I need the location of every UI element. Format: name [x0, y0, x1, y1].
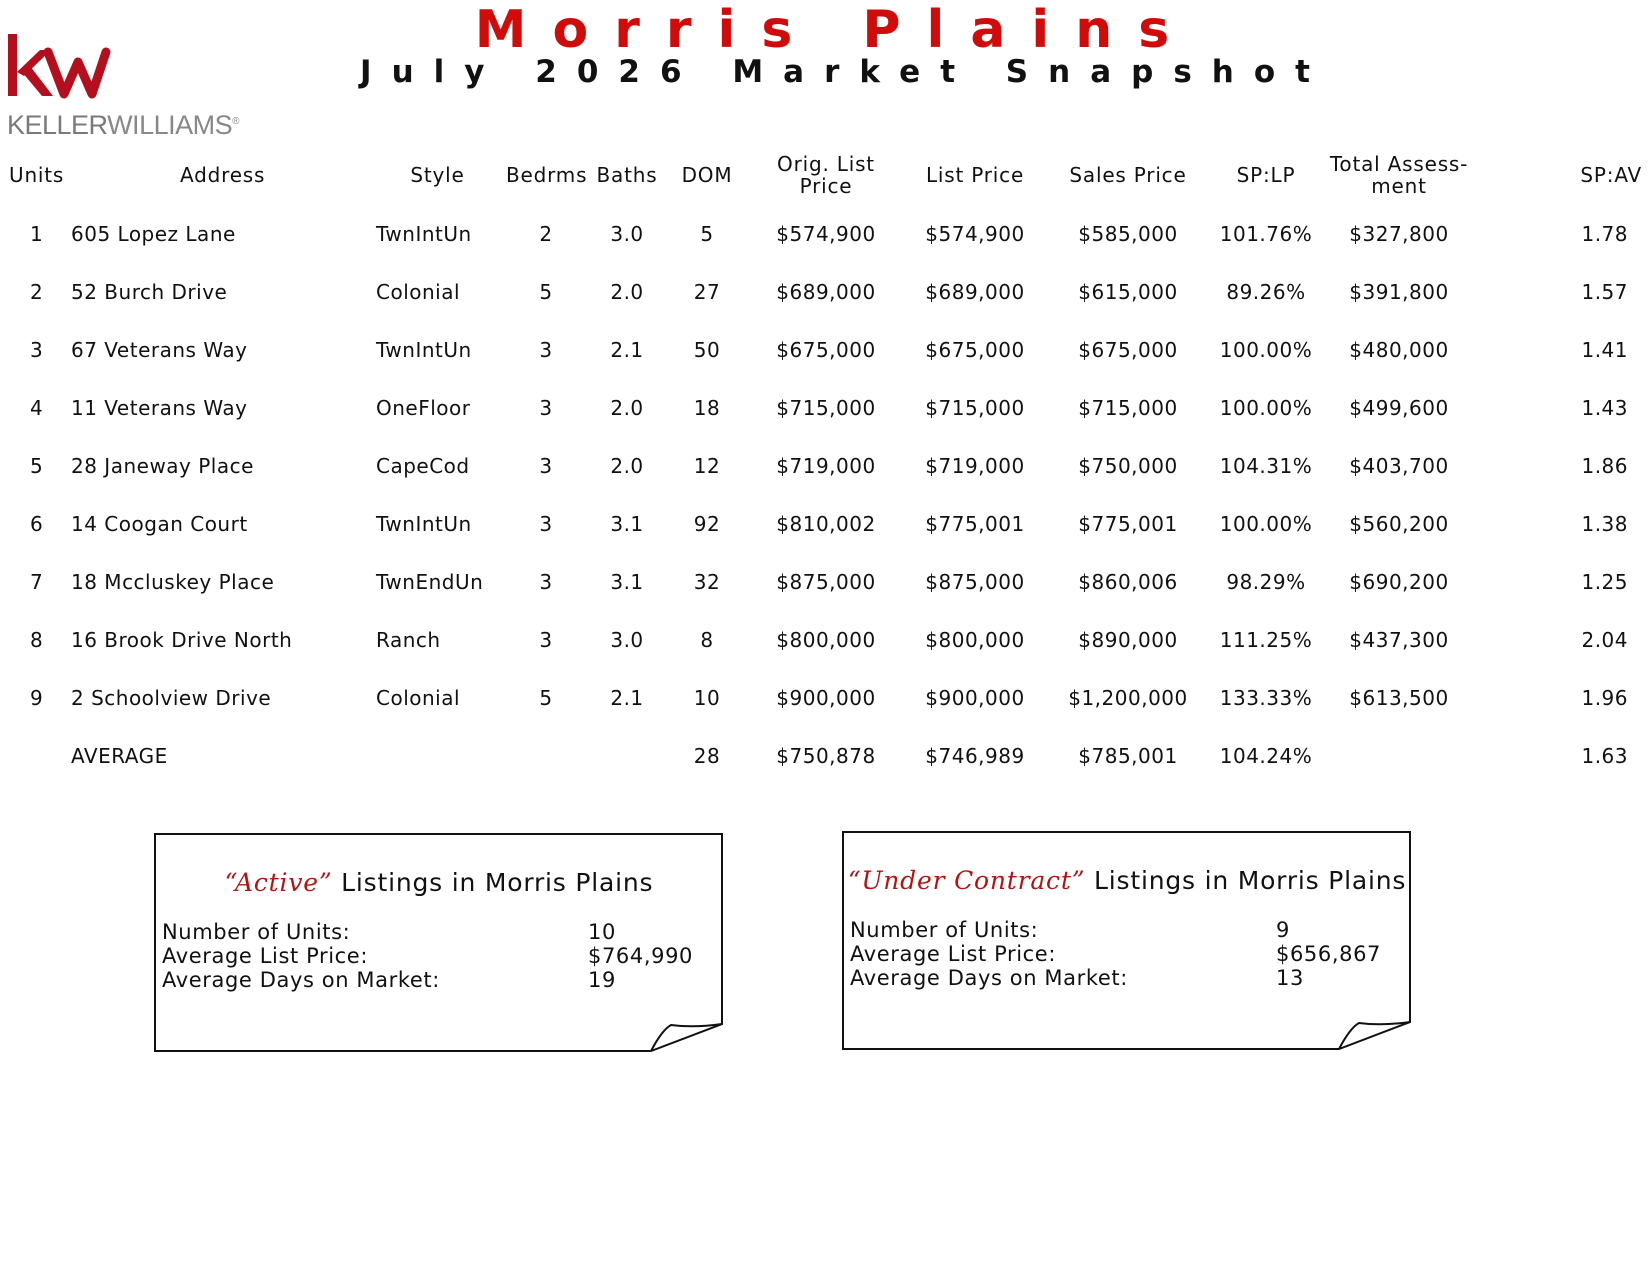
table-row — [8, 553, 1642, 611]
bedrooms-cell: 5 — [539, 280, 553, 304]
stat-label: Number of Units: — [850, 918, 1039, 942]
sales-price-cell: $715,000 — [1078, 396, 1178, 420]
style-cell: TwnEndUn — [376, 570, 484, 594]
sales-price-cell: $890,000 — [1078, 628, 1178, 652]
list-price-cell: $715,000 — [925, 396, 1025, 420]
col-header-orig-list-price — [747, 145, 905, 205]
stat-row — [850, 918, 1390, 942]
dom-cell: 18 — [693, 396, 721, 420]
table-header-row — [8, 145, 1642, 205]
stat-value: 10 — [588, 920, 616, 944]
baths-cell: 2.1 — [610, 338, 644, 362]
sp-lp-cell: 100.00% — [1219, 396, 1313, 420]
sold-listings-table — [8, 145, 1642, 785]
table-row — [8, 495, 1642, 553]
unit-number-cell: 6 — [30, 512, 44, 536]
average-bedrooms-cell — [505, 727, 587, 785]
under-contract-listings-card — [842, 830, 1412, 1052]
total-assessment-cell: $403,700 — [1349, 454, 1449, 478]
stat-row — [850, 942, 1390, 966]
dom-cell: 50 — [693, 338, 721, 362]
unit-number-cell: 2 — [30, 280, 44, 304]
address-cell: 18 Mccluskey Place — [71, 570, 275, 594]
address-cell: 67 Veterans Way — [71, 338, 248, 362]
sp-av-cell: 1.25 — [1581, 570, 1628, 594]
stat-value: 19 — [588, 968, 616, 992]
stat-value: 13 — [1276, 966, 1304, 990]
stat-label: Average List Price: — [162, 944, 368, 968]
contract-title-text: Listings in Morris Plains — [1085, 866, 1407, 895]
contract-card-stats — [850, 918, 1390, 990]
stat-value: $764,990 — [588, 944, 694, 968]
orig-list-price-cell: $689,000 — [776, 280, 876, 304]
stat-label: Average Days on Market: — [162, 968, 440, 992]
sales-price-cell: $585,000 — [1078, 222, 1178, 246]
orig-list-price-cell: $875,000 — [776, 570, 876, 594]
col-header-dom: DOM — [681, 163, 733, 187]
total-assessment-cell: $480,000 — [1349, 338, 1449, 362]
list-price-cell: $900,000 — [925, 686, 1025, 710]
sales-price-cell: $1,200,000 — [1068, 686, 1188, 710]
sp-av-cell: 1.38 — [1581, 512, 1628, 536]
col-header-total-assessment — [1321, 145, 1477, 205]
orig-list-price-cell: $800,000 — [776, 628, 876, 652]
sales-price-cell: $860,006 — [1078, 570, 1178, 594]
active-title-text: Listings in Morris Plains — [332, 868, 654, 897]
sp-lp-cell: 133.33% — [1219, 686, 1313, 710]
sp-av-cell: 2.04 — [1581, 628, 1628, 652]
total-assessment-cell: $560,200 — [1349, 512, 1449, 536]
active-listings-card — [154, 832, 724, 1054]
average-baths-cell — [587, 727, 667, 785]
active-card-stats — [162, 920, 702, 992]
unit-number-cell: 8 — [30, 628, 44, 652]
stat-row — [162, 920, 702, 944]
address-cell: 11 Veterans Way — [71, 396, 248, 420]
stat-value: $656,867 — [1276, 942, 1382, 966]
contract-highlight: “Under Contract” — [847, 866, 1086, 895]
assessment-line-2: ment — [1371, 174, 1427, 198]
bedrooms-cell: 2 — [539, 222, 553, 246]
dom-cell: 27 — [693, 280, 721, 304]
stat-row — [162, 968, 702, 992]
stat-label: Average List Price: — [850, 942, 1056, 966]
assessment-line-1: Total Assess- — [1329, 152, 1469, 176]
orig-list-price-cell: $719,000 — [776, 454, 876, 478]
dom-cell: 92 — [693, 512, 721, 536]
table-row — [8, 437, 1642, 495]
orig-list-price-cell: $715,000 — [776, 396, 876, 420]
stat-row — [162, 944, 702, 968]
bedrooms-cell: 3 — [539, 338, 553, 362]
sales-price-cell: $775,001 — [1078, 512, 1178, 536]
orig-list-line-1: Orig. List — [777, 152, 875, 176]
dom-cell: 5 — [700, 222, 714, 246]
average-units-cell — [8, 727, 70, 785]
baths-cell: 3.0 — [610, 628, 644, 652]
average-sp-lp: 104.24% — [1219, 744, 1313, 768]
address-cell: 2 Schoolview Drive — [71, 686, 272, 710]
orig-list-price-cell: $574,900 — [776, 222, 876, 246]
total-assessment-cell: $391,800 — [1349, 280, 1449, 304]
orig-list-price-cell: $675,000 — [776, 338, 876, 362]
style-cell: OneFloor — [376, 396, 471, 420]
table-row — [8, 379, 1642, 437]
style-cell: CapeCod — [376, 454, 470, 478]
col-header-sales-price: Sales Price — [1069, 163, 1187, 187]
sp-lp-cell: 101.76% — [1219, 222, 1313, 246]
style-cell: Colonial — [376, 686, 461, 710]
unit-number-cell: 4 — [30, 396, 44, 420]
sp-av-cell: 1.78 — [1581, 222, 1628, 246]
contract-card-title — [842, 866, 1412, 895]
table-row — [8, 205, 1642, 263]
bedrooms-cell: 3 — [539, 396, 553, 420]
average-sp-av: 1.63 — [1581, 744, 1628, 768]
total-assessment-cell: $499,600 — [1349, 396, 1449, 420]
sales-price-cell: $615,000 — [1078, 280, 1178, 304]
sp-lp-cell: 98.29% — [1226, 570, 1306, 594]
table-row — [8, 263, 1642, 321]
unit-number-cell: 7 — [30, 570, 44, 594]
col-header-baths: Baths — [596, 163, 658, 187]
bedrooms-cell: 3 — [539, 628, 553, 652]
active-card-title — [154, 868, 724, 897]
col-header-sp-lp: SP:LP — [1236, 163, 1296, 187]
list-price-cell: $689,000 — [925, 280, 1025, 304]
sp-lp-cell: 111.25% — [1219, 628, 1313, 652]
address-cell: 14 Coogan Court — [71, 512, 248, 536]
stat-label: Number of Units: — [162, 920, 351, 944]
total-assessment-cell: $690,200 — [1349, 570, 1449, 594]
average-assessment-cell — [1321, 727, 1477, 785]
sp-av-cell: 1.41 — [1581, 338, 1628, 362]
list-price-cell: $800,000 — [925, 628, 1025, 652]
list-price-cell: $675,000 — [925, 338, 1025, 362]
address-cell: 28 Janeway Place — [71, 454, 254, 478]
unit-number-cell: 1 — [30, 222, 44, 246]
style-cell: TwnIntUn — [376, 222, 472, 246]
style-cell: Colonial — [376, 280, 461, 304]
table-row — [8, 611, 1642, 669]
average-label: AVERAGE — [71, 744, 168, 768]
style-cell: Ranch — [376, 628, 441, 652]
stat-value: 9 — [1276, 918, 1290, 942]
dom-cell: 10 — [693, 686, 721, 710]
average-orig-list-price: $750,878 — [776, 744, 876, 768]
bedrooms-cell: 3 — [539, 454, 553, 478]
average-dom: 28 — [693, 744, 721, 768]
list-price-cell: $719,000 — [925, 454, 1025, 478]
sp-lp-cell: 104.31% — [1219, 454, 1313, 478]
sales-price-cell: $675,000 — [1078, 338, 1178, 362]
table-row — [8, 321, 1642, 379]
col-header-style: Style — [410, 163, 465, 187]
baths-cell: 2.0 — [610, 280, 644, 304]
dom-cell: 12 — [693, 454, 721, 478]
col-header-units: Units — [9, 163, 65, 187]
stat-label: Average Days on Market: — [850, 966, 1128, 990]
unit-number-cell: 3 — [30, 338, 44, 362]
baths-cell: 3.0 — [610, 222, 644, 246]
col-header-bedrooms: Bedrms — [506, 163, 588, 187]
address-cell: 605 Lopez Lane — [71, 222, 236, 246]
orig-list-price-cell: $810,002 — [776, 512, 876, 536]
list-price-cell: $875,000 — [925, 570, 1025, 594]
sales-price-cell: $750,000 — [1078, 454, 1178, 478]
page-title: Morris Plains — [474, 0, 1196, 60]
sp-lp-cell: 89.26% — [1226, 280, 1306, 304]
col-header-address: Address — [180, 163, 266, 187]
address-cell: 52 Burch Drive — [71, 280, 228, 304]
sp-av-cell: 1.43 — [1581, 396, 1628, 420]
sp-av-cell: 1.96 — [1581, 686, 1628, 710]
total-assessment-cell: $327,800 — [1349, 222, 1449, 246]
dom-cell: 8 — [700, 628, 714, 652]
list-price-cell: $775,001 — [925, 512, 1025, 536]
logo-wordmark: KELLERWILLIAMS® — [7, 110, 239, 140]
average-list-price: $746,989 — [925, 744, 1025, 768]
stat-row — [850, 966, 1390, 990]
baths-cell: 2.0 — [610, 454, 644, 478]
address-cell: 16 Brook Drive North — [71, 628, 293, 652]
style-cell: TwnIntUn — [376, 338, 472, 362]
average-style-cell — [370, 727, 505, 785]
bedrooms-cell: 5 — [539, 686, 553, 710]
unit-number-cell: 9 — [30, 686, 44, 710]
bedrooms-cell: 3 — [539, 570, 553, 594]
list-price-cell: $574,900 — [925, 222, 1025, 246]
style-cell: TwnIntUn — [376, 512, 472, 536]
sp-lp-cell: 100.00% — [1219, 512, 1313, 536]
active-highlight: “Active” — [224, 868, 333, 897]
orig-list-line-2: Price — [799, 174, 853, 198]
sp-av-cell: 1.86 — [1581, 454, 1628, 478]
baths-cell: 3.1 — [610, 512, 644, 536]
unit-number-cell: 5 — [30, 454, 44, 478]
baths-cell: 2.0 — [610, 396, 644, 420]
col-header-list-price: List Price — [925, 163, 1025, 187]
table-row — [8, 669, 1642, 727]
total-assessment-cell: $437,300 — [1349, 628, 1449, 652]
sp-av-cell: 1.57 — [1581, 280, 1628, 304]
page-subtitle: July 2026 Market Snapshot — [360, 54, 1330, 90]
bedrooms-cell: 3 — [539, 512, 553, 536]
average-sales-price: $785,001 — [1078, 744, 1178, 768]
sp-lp-cell: 100.00% — [1219, 338, 1313, 362]
orig-list-price-cell: $900,000 — [776, 686, 876, 710]
baths-cell: 2.1 — [610, 686, 644, 710]
dom-cell: 32 — [693, 570, 721, 594]
col-header-sp-av: SP:AV — [1580, 163, 1642, 187]
average-row — [8, 727, 1642, 785]
baths-cell: 3.1 — [610, 570, 644, 594]
total-assessment-cell: $613,500 — [1349, 686, 1449, 710]
